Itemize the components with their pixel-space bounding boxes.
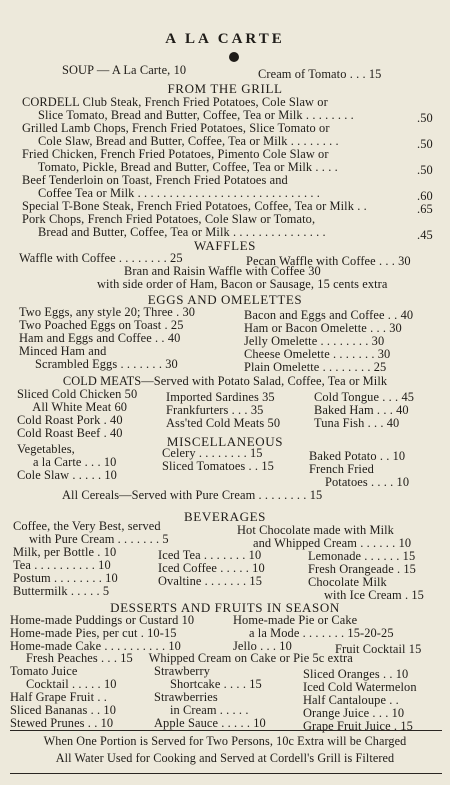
eggs-item: Ham or Bacon Omelette . . . 30 xyxy=(244,321,402,335)
dessert-item: a la Mode . . . . . . . 15-20-25 xyxy=(233,626,394,640)
cold-item: Imported Sardines 35 xyxy=(166,390,275,404)
beverage-item: Milk, per Bottle . 10 xyxy=(13,545,117,559)
misc-item: Cole Slaw . . . . . 10 xyxy=(17,468,117,482)
misc-item: Celery . . . . . . . . 15 xyxy=(162,446,263,460)
bullet-ornament-icon xyxy=(229,52,239,62)
beverages-heading: BEVERAGES xyxy=(184,509,266,524)
beverage-item: Ovaltine . . . . . . . 15 xyxy=(158,574,263,588)
dessert-item: Apple Sauce . . . . . 10 xyxy=(154,716,266,730)
soup-cream-line: Cream of Tomato . . . 15 xyxy=(258,67,382,81)
dessert-item: Home-made Puddings or Custard 10 xyxy=(10,613,195,627)
grill-price: .65 xyxy=(417,202,433,216)
beverage-item: and Whipped Cream . . . . . . 10 xyxy=(237,536,412,550)
grill-price: .50 xyxy=(417,111,433,125)
dessert-item: Iced Cold Watermelon xyxy=(303,680,417,694)
waffles-heading: WAFFLES xyxy=(194,238,256,253)
dessert-item: Sliced Oranges . . 10 xyxy=(303,667,409,681)
grill-line: Bread and Butter, Coffee, Tea or Milk . . . . . . . . . . . . . . . xyxy=(22,225,326,239)
desserts-heading: DESSERTS AND FRUITS IN SEASON xyxy=(110,600,340,615)
footer-line: When One Portion is Served for Two Persons, 10c Extra will be Charged xyxy=(43,734,407,748)
beverage-item: Lemonade . . . . . . 15 xyxy=(308,549,416,563)
dessert-item: Orange Juice . . . 10 xyxy=(303,706,405,720)
grill-price: .45 xyxy=(417,228,433,242)
misc-item: Vegetables, xyxy=(17,442,75,456)
eggs-item: Minced Ham and xyxy=(19,344,107,358)
beverage-item: Iced Coffee . . . . . 10 xyxy=(158,561,265,575)
eggs-item: Cheese Omelette . . . . . . . 30 xyxy=(244,347,391,361)
eggs-item: Scrambled Eggs . . . . . . . 30 xyxy=(19,357,178,371)
misc-item: Sliced Tomatoes . . 15 xyxy=(162,459,274,473)
grill-line: Fried Chicken, French Fried Potatoes, Pimento Cole Slaw or xyxy=(22,147,329,161)
grill-line: Special T-Bone Steak, French Fried Potatoes, Coffee, Tea or Milk . . xyxy=(22,199,367,213)
dessert-item: Strawberry xyxy=(154,664,211,678)
grill-line: CORDELL Club Steak, French Fried Potatoes, Cole Slaw or xyxy=(22,95,328,109)
dessert-item: Tomato Juice xyxy=(10,664,78,678)
dessert-item: Jello . . . 10 xyxy=(233,639,292,653)
beverage-item: Fresh Orangeade . 15 xyxy=(308,562,416,576)
dessert-item: Half Cantaloupe . . xyxy=(303,693,399,707)
eggs-item: Ham and Eggs and Coffee . . 40 xyxy=(19,331,181,345)
cold-item: Tuna Fish . . . 40 xyxy=(314,416,400,430)
dessert-item: Grape Fruit Juice . 15 xyxy=(303,719,413,733)
page-title: A LA CARTE xyxy=(165,31,285,47)
cereals-line: All Cereals—Served with Pure Cream . . . . . . . . 15 xyxy=(62,488,323,502)
grill-line: Beef Tenderloin on Toast, French Fried Potatoes and xyxy=(22,173,288,187)
dessert-item: Stewed Prunes . . 10 xyxy=(10,716,114,730)
beverage-item: Postum . . . . . . . . 10 xyxy=(13,571,118,585)
beverage-item: with Ice Cream . 15 xyxy=(308,588,424,602)
dessert-item: Home-made Cake . . . . . . . . . . 10 xyxy=(10,639,181,653)
dessert-item: in Cream . . . . . xyxy=(154,703,249,717)
beverage-item: Buttermilk . . . . . 5 xyxy=(13,584,110,598)
misc-item: French Fried xyxy=(309,462,374,476)
grill-line: Tomato, Pickle, Bread and Butter, Coffee, Tea or Milk . . . . xyxy=(22,160,338,174)
cold-item: All White Meat 60 xyxy=(17,400,128,414)
footer-line: All Water Used for Cooking and Served at Cordell's Grill is Filtered xyxy=(55,751,395,765)
grill-heading: FROM THE GRILL xyxy=(167,81,283,96)
grill-line: Cole Slaw, Bread and Butter, Coffee, Tea or Milk . . . . . . . . xyxy=(22,134,339,148)
dessert-item: Strawberries xyxy=(154,690,218,704)
eggs-item: Bacon and Eggs and Coffee . . 40 xyxy=(244,308,414,322)
grill-line: Pork Chops, French Fried Potatoes, Cole Slaw or Tomato, xyxy=(22,212,316,226)
grill-price: .60 xyxy=(417,189,433,203)
dessert-item: Sliced Bananas . . 10 xyxy=(10,703,117,717)
cold-item: Frankfurters . . . 35 xyxy=(166,403,264,417)
waffle-extra-line: with side order of Ham, Bacon or Sausage, 15 cents extra xyxy=(97,277,388,291)
dessert-item: Home-made Pie or Cake xyxy=(233,613,358,627)
eggs-item: Two Eggs, any style 20; Three . 30 xyxy=(19,305,196,319)
peaches-line: Fresh Peaches . . . 15 Whipped Cream on Cake or Pie 5c extra xyxy=(10,651,353,665)
eggs-item: Jelly Omelette . . . . . . . . 30 xyxy=(244,334,385,348)
dessert-item: Home-made Pies, per cut . 10-15 xyxy=(10,626,177,640)
eggs-item: Plain Omelette . . . . . . . . 25 xyxy=(244,360,387,374)
cold-item: Baked Ham . . . 40 xyxy=(314,403,409,417)
misc-heading: MISCELLANEOUS xyxy=(166,434,284,449)
cold-meats-heading: COLD MEATS—Served with Potato Salad, Coffee, Tea or Milk xyxy=(62,374,388,388)
beverage-item: Iced Tea . . . . . . . 10 xyxy=(158,548,262,562)
beverage-item: Chocolate Milk xyxy=(308,575,387,589)
grill-line: Grilled Lamb Chops, French Fried Potatoes, Slice Tomato or xyxy=(22,121,330,135)
soup-line: SOUP — A La Carte, 10 xyxy=(62,63,187,77)
cold-item: Cold Tongue . . . 45 xyxy=(314,390,415,404)
dessert-item: Shortcake . . . . 15 xyxy=(154,677,262,691)
grill-line: Coffee Tea or Milk . . . . . . . . . . . . . . . . . . . . . . . . . . . . . xyxy=(22,186,320,200)
eggs-item: Two Poached Eggs on Toast . 25 xyxy=(19,318,184,332)
grill-price: .50 xyxy=(417,137,433,151)
grill-line: Slice Tomato, Bread and Butter, Coffee, Tea or Milk . . . . . . . . xyxy=(22,108,354,122)
beverage-item: Hot Chocolate made with Milk xyxy=(237,523,394,537)
beverage-item: Coffee, the Very Best, served xyxy=(13,519,161,533)
eggs-heading: EGGS AND OMELETTES xyxy=(147,292,303,307)
beverage-item: Tea . . . . . . . . . . 10 xyxy=(13,558,111,572)
waffle-line: Waffle with Coffee . . . . . . . . 25 xyxy=(19,251,183,265)
pecan-waffle-line: Pecan Waffle with Coffee . . . 30 xyxy=(246,254,411,268)
cold-item: Sliced Cold Chicken 50 xyxy=(17,387,138,401)
dessert-item: Fruit Cocktail 15 xyxy=(335,642,422,656)
cold-item: Ass'ted Cold Meats 50 xyxy=(166,416,281,430)
misc-item: Baked Potato . . 10 xyxy=(309,449,406,463)
dessert-item: Half Grape Fruit . . xyxy=(10,690,107,704)
cold-item: Cold Roast Pork . 40 xyxy=(17,413,123,427)
dessert-item: Cocktail . . . . . 10 xyxy=(10,677,117,691)
misc-item: a la Carte . . . 10 xyxy=(17,455,117,469)
bran-waffle-line: Bran and Raisin Waffle with Coffee 30 xyxy=(124,264,321,278)
misc-item: Potatoes . . . . 10 xyxy=(309,475,410,489)
cold-item: Cold Roast Beef . 40 xyxy=(17,426,123,440)
grill-price: .50 xyxy=(417,163,433,177)
beverage-item: with Pure Cream . . . . . . . 5 xyxy=(13,532,169,546)
